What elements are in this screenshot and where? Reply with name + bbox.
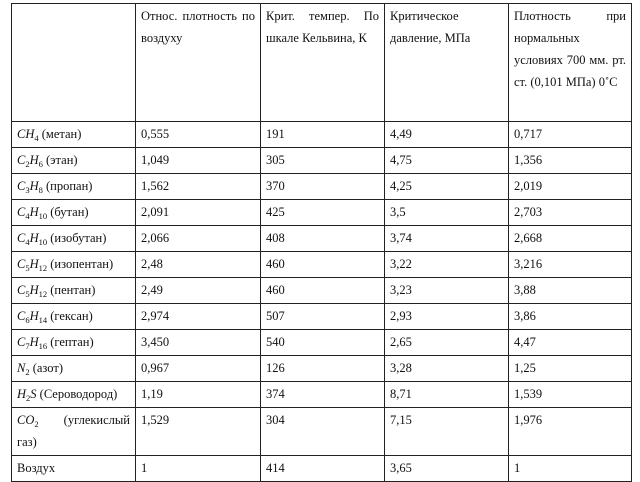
relative-density-cell: 3,450	[136, 330, 261, 356]
critical-pressure-cell: 4,49	[385, 122, 509, 148]
critical-temperature-cell: 425	[261, 200, 385, 226]
critical-temperature-cell: 304	[261, 408, 385, 456]
substance-name: (изопентан)	[50, 257, 114, 271]
critical-temperature-cell: 305	[261, 148, 385, 174]
relative-density-cell: 2,974	[136, 304, 261, 330]
substance-name: (углекислый газ)	[17, 413, 130, 449]
density-cell: 0,717	[509, 122, 632, 148]
substance-name: (изобутан)	[50, 231, 107, 245]
header-cell-relative-density: Относ. плотность по воздуху	[136, 4, 261, 122]
critical-temperature-cell: 408	[261, 226, 385, 252]
substance-cell	[12, 148, 136, 174]
critical-pressure-cell: 2,65	[385, 330, 509, 356]
header-cell-density: Плотность при нормальных условиях 700 мм. рт. ст. (0,101 МПа) 0˚С	[509, 4, 632, 122]
critical-pressure-cell: 3,23	[385, 278, 509, 304]
relative-density-cell: 1	[136, 456, 261, 482]
chemical-formula: $C_5H_{12}$	[17, 257, 48, 273]
chemical-formula: $C_4H_{10}$	[17, 205, 48, 221]
density-cell: 1	[509, 456, 632, 482]
substance-cell	[12, 226, 136, 252]
substance-cell	[12, 174, 136, 200]
critical-pressure-cell: 7,15	[385, 408, 509, 456]
density-cell: 3,216	[509, 252, 632, 278]
substance-cell	[12, 382, 136, 408]
chemical-formula: $C_2H_6$	[17, 153, 43, 169]
substance-cell	[12, 252, 136, 278]
density-cell: 2,668	[509, 226, 632, 252]
substance-name: (Сероводород)	[39, 387, 118, 401]
critical-pressure-cell: 4,75	[385, 148, 509, 174]
critical-pressure-cell: 8,71	[385, 382, 509, 408]
relative-density-cell: 2,091	[136, 200, 261, 226]
density-cell: 2,703	[509, 200, 632, 226]
substance-cell	[12, 122, 136, 148]
relative-density-cell: 2,48	[136, 252, 261, 278]
critical-temperature-cell: 540	[261, 330, 385, 356]
substance-name: (бутан)	[50, 205, 89, 219]
chemical-formula: $C_5H_{12}$	[17, 283, 48, 299]
table-row	[12, 278, 632, 304]
chemical-formula: $C_7H_{16}$	[17, 335, 48, 351]
header-cell-critical-pressure: Критическое давление, МПа	[385, 4, 509, 122]
critical-pressure-cell: 3,5	[385, 200, 509, 226]
table-row	[12, 200, 632, 226]
critical-temperature-cell: 460	[261, 252, 385, 278]
density-cell: 3,88	[509, 278, 632, 304]
substance-name: (метан)	[41, 127, 82, 141]
header-cell-critical-temperature: Крит. темпер. По шкале Кельвина, К	[261, 4, 385, 122]
substance-name: Воздух	[17, 461, 56, 475]
substance-name: (пропан)	[46, 179, 93, 193]
critical-temperature-cell: 126	[261, 356, 385, 382]
substance-name: (пентан)	[50, 283, 96, 297]
substance-cell	[12, 456, 136, 482]
density-cell: 4,47	[509, 330, 632, 356]
substance-name: (азот)	[32, 361, 64, 375]
table-row	[12, 304, 632, 330]
density-cell: 1,976	[509, 408, 632, 456]
header-row	[12, 4, 632, 122]
chemical-formula: $H_2S$	[17, 387, 37, 403]
critical-temperature-cell: 374	[261, 382, 385, 408]
critical-temperature-cell: 507	[261, 304, 385, 330]
critical-temperature-cell: 414	[261, 456, 385, 482]
table-row	[12, 408, 632, 456]
chemical-formula: $CH_4$	[17, 127, 39, 143]
relative-density-cell: 2,49	[136, 278, 261, 304]
density-cell: 1,539	[509, 382, 632, 408]
table-row	[12, 330, 632, 356]
chemical-formula: $CO_2$	[17, 413, 39, 429]
relative-density-cell: 1,049	[136, 148, 261, 174]
chemical-formula: $N_2$	[17, 361, 30, 377]
substance-cell	[12, 330, 136, 356]
density-cell: 3,86	[509, 304, 632, 330]
critical-temperature-cell: 370	[261, 174, 385, 200]
density-cell: 1,356	[509, 148, 632, 174]
relative-density-cell: 0,555	[136, 122, 261, 148]
substance-cell	[12, 356, 136, 382]
table-row	[12, 456, 632, 482]
gas-properties-table	[11, 3, 632, 482]
critical-temperature-cell: 460	[261, 278, 385, 304]
critical-pressure-cell: 3,74	[385, 226, 509, 252]
substance-name: (этан)	[46, 153, 78, 167]
table-row	[12, 148, 632, 174]
table-row	[12, 356, 632, 382]
substance-cell	[12, 304, 136, 330]
table-row	[12, 122, 632, 148]
substance-name: (гексан)	[50, 309, 93, 323]
substance-cell	[12, 408, 136, 456]
relative-density-cell: 1,19	[136, 382, 261, 408]
critical-pressure-cell: 3,22	[385, 252, 509, 278]
header-cell-substance	[12, 4, 136, 122]
table-row	[12, 382, 632, 408]
density-cell: 2,019	[509, 174, 632, 200]
substance-name: (гептан)	[50, 335, 94, 349]
relative-density-cell: 2,066	[136, 226, 261, 252]
table-row	[12, 174, 632, 200]
critical-pressure-cell: 3,28	[385, 356, 509, 382]
critical-temperature-cell: 191	[261, 122, 385, 148]
relative-density-cell: 1,562	[136, 174, 261, 200]
chemical-formula: $C_3H_8$	[17, 179, 43, 195]
table-row	[12, 226, 632, 252]
critical-pressure-cell: 4,25	[385, 174, 509, 200]
density-cell: 1,25	[509, 356, 632, 382]
chemical-formula: $C_4H_{10}$	[17, 231, 48, 247]
table-row	[12, 252, 632, 278]
relative-density-cell: 0,967	[136, 356, 261, 382]
critical-pressure-cell: 2,93	[385, 304, 509, 330]
substance-cell	[12, 200, 136, 226]
substance-cell	[12, 278, 136, 304]
critical-pressure-cell: 3,65	[385, 456, 509, 482]
chemical-formula: $C_6H_{14}$	[17, 309, 48, 325]
relative-density-cell: 1,529	[136, 408, 261, 456]
